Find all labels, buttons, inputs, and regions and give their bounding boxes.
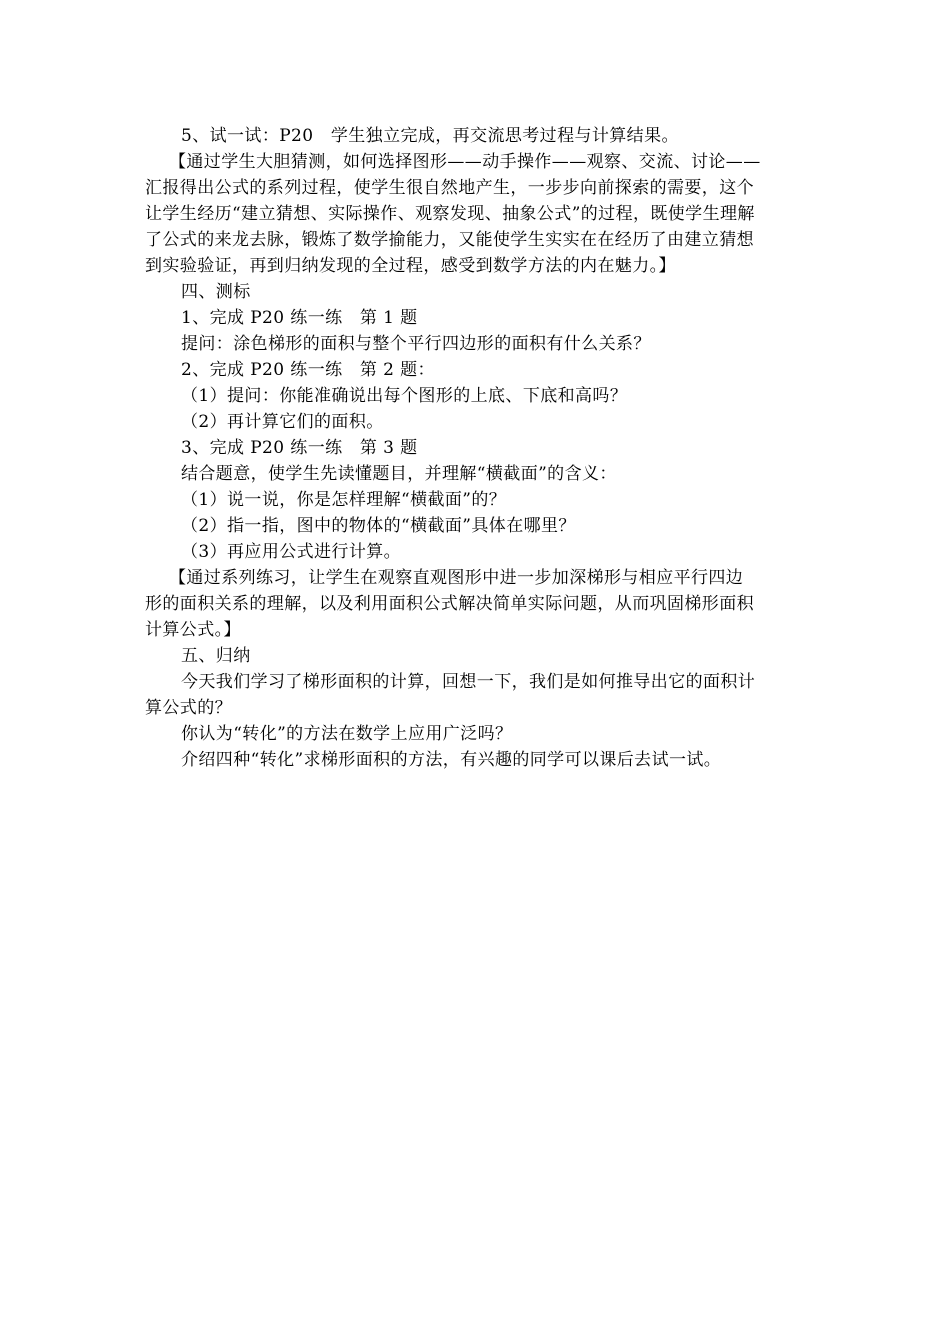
- paragraph-line: 让学生经历“建立猜想、实际操作、观察发现、抽象公式”的过程，既使学生理解: [145, 204, 755, 224]
- section-heading: 五、归纳: [181, 646, 251, 666]
- paragraph-line: 计算公式。】: [145, 620, 241, 640]
- paragraph-line: 【通过学生大胆猜测，如何选择图形——动手操作——观察、交流、讨论——: [169, 152, 761, 172]
- paragraph-line: 提问：涂色梯形的面积与整个平行四边形的面积有什么关系？: [181, 334, 651, 354]
- paragraph-line: 到实验验证，再到归纳发现的全过程，感受到数学方法的内在魅力。】: [145, 256, 676, 276]
- paragraph-line: 了公式的来龙去脉，锻炼了数学揄能力，又能使学生实实在在经历了由建立猜想: [145, 230, 754, 250]
- sub-item: （2）指一指，图中的物体的“横截面”具体在哪里？: [181, 516, 576, 536]
- sub-item: （3）再应用公式进行计算。: [181, 542, 402, 562]
- paragraph-line: 今天我们学习了梯形面积的计算，回想一下，我们是如何推导出它的面积计: [181, 672, 756, 692]
- exercise-item: 1、完成 P20 练一练 第 1 题: [181, 308, 418, 328]
- paragraph-line: 结合题意，使学生先读懂题目，并理解“横截面”的含义：: [181, 464, 617, 484]
- paragraph-line: 5、试一试：P20 学生独立完成，再交流思考过程与计算结果。: [181, 126, 679, 146]
- sub-item: （1）说一说，你是怎样理解“横截面”的？: [181, 490, 507, 510]
- paragraph-line: 你认为“转化”的方法在数学上应用广泛吗？: [181, 724, 513, 744]
- exercise-item: 2、完成 P20 练一练 第 2 题：: [181, 360, 435, 380]
- sub-item: （1）提问：你能准确说出每个图形的上底、下底和高吗？: [181, 386, 628, 406]
- paragraph-line: 形的面积关系的理解，以及利用面积公式解决简单实际问题，从而巩固梯形面积: [145, 594, 754, 614]
- exercise-item: 3、完成 P20 练一练 第 3 题: [181, 438, 418, 458]
- paragraph-line: 算公式的？: [145, 698, 232, 718]
- paragraph-line: 汇报得出公式的系列过程，使学生很自然地产生，一步步向前探索的需要，这个: [145, 178, 754, 198]
- sub-item: （2）再计算它们的面积。: [181, 412, 384, 432]
- section-heading: 四、测标: [181, 282, 251, 302]
- paragraph-line: 【通过系列练习，让学生在观察直观图形中进一步加深梯形与相应平行四边: [169, 568, 744, 588]
- document-body: [145, 123, 813, 773]
- paragraph-line: 介绍四种“转化”求梯形面积的方法，有兴趣的同学可以课后去试一试。: [181, 750, 722, 770]
